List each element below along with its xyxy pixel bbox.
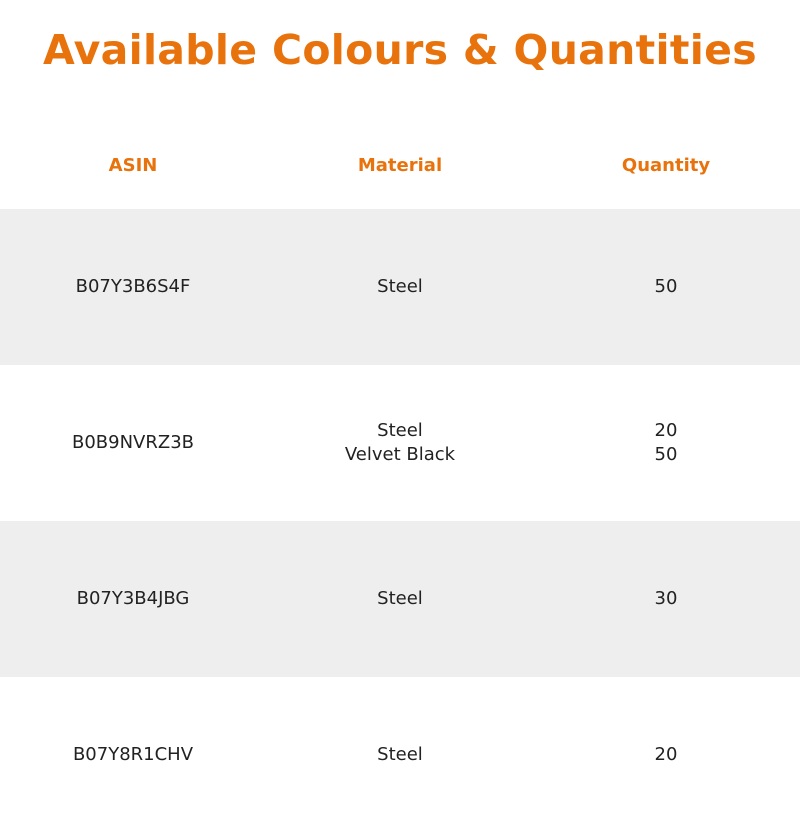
asin-cell [0, 521, 266, 677]
material-cell [267, 209, 533, 365]
material-value: Steel [377, 588, 423, 609]
table-header [0, 145, 800, 189]
quantity-cell [533, 365, 799, 521]
table-body [0, 209, 800, 833]
quantity-cell [533, 677, 799, 833]
material-cell [267, 677, 533, 833]
asin-value: B0B9NVRZ3B [71, 432, 195, 453]
table-row [0, 365, 800, 521]
asin-value: B07Y8R1CHV [72, 744, 194, 765]
quantity-value: 20 [654, 420, 678, 441]
material-cell [267, 521, 533, 677]
material-value: Steel [377, 420, 423, 441]
table-row [0, 677, 800, 833]
header-asin: ASIN [108, 155, 158, 176]
header-material: Material [357, 155, 443, 176]
quantity-value: 30 [654, 588, 678, 609]
material-value: Steel [377, 744, 423, 765]
material-value: Velvet Black [344, 444, 456, 465]
header-quantity: Quantity [621, 155, 711, 176]
quantity-cell [533, 521, 799, 677]
asin-cell [0, 209, 266, 365]
material-value: Steel [377, 276, 423, 297]
quantity-value: 50 [654, 444, 678, 465]
quantity-value: 20 [654, 744, 678, 765]
quantity-cell [533, 209, 799, 365]
quantity-value: 50 [654, 276, 678, 297]
page-title: Available Colours & Quantities [43, 26, 757, 74]
asin-value: B07Y3B6S4F [75, 276, 191, 297]
material-cell [267, 365, 533, 521]
asin-value: B07Y3B4JBG [76, 588, 190, 609]
asin-cell [0, 365, 266, 521]
table-row [0, 209, 800, 365]
asin-cell [0, 677, 266, 833]
table-row [0, 521, 800, 677]
